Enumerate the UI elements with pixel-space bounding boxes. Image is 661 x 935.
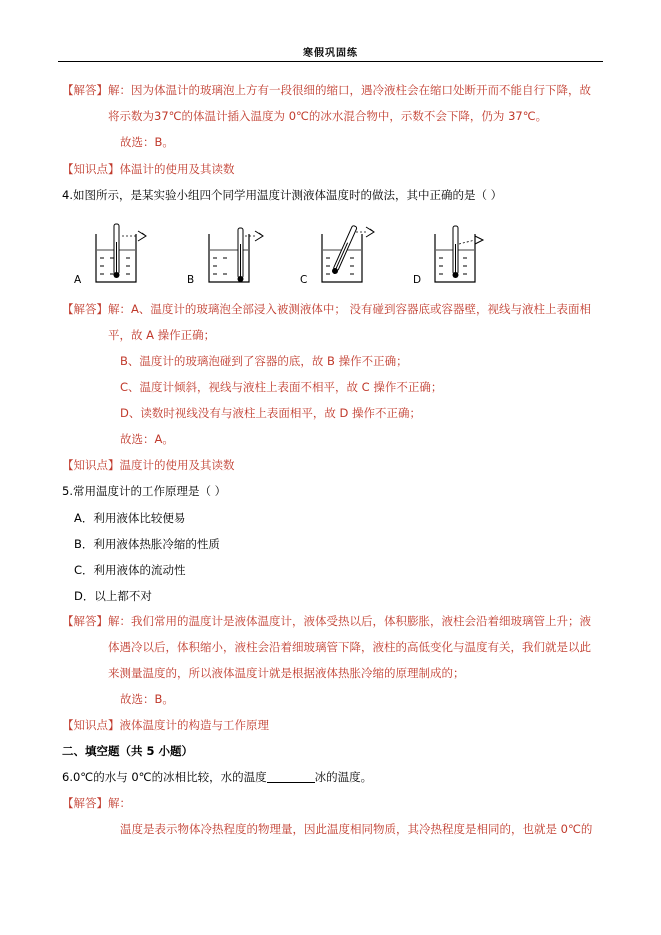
q5-answer-line1: [62, 613, 591, 629]
beaker-thermometer-c-icon: [296, 222, 386, 290]
beaker-thermometer-a-icon: [70, 222, 160, 290]
header-divider: [58, 61, 603, 62]
answer-tag: 【解答】: [62, 614, 108, 628]
q4-stem: 4.如图所示，是某实验小组四个同学用温度计测液体温度时的做法，其中正确的是（ ）: [62, 188, 503, 202]
q4-figures: [70, 222, 500, 290]
answer-blank: [267, 770, 315, 783]
q3-answer-line1: [62, 82, 591, 98]
answer-tag: 【解答】: [62, 302, 108, 316]
figure-a: [70, 222, 160, 290]
q5-option-b: B．利用液体热胀冷缩的性质: [74, 537, 220, 551]
q3-answer-line2: 将示数为37℃的体温计插入温度为 0℃的冰水混合物中，示数不会下降，仍为 37℃。: [108, 109, 548, 123]
figure-label-b: B: [187, 274, 195, 286]
section-title: 二、填空题（共 5 小题）: [62, 744, 194, 758]
figure-label-d: D: [413, 274, 422, 286]
q5-option-a: A．利用液体比较便易: [74, 511, 186, 525]
knowledge-text: 液体温度计的构造与工作原理: [119, 718, 269, 732]
q4-answer-line1: [62, 301, 591, 317]
q6-answer-head: [62, 795, 131, 811]
q4-answer-line2: 平，故 A 操作正确；: [108, 328, 216, 342]
q6-stem-after: 冰的温度。: [314, 770, 373, 784]
knowledge-tag: 【知识点】: [62, 718, 120, 732]
beaker-thermometer-d-icon: [409, 222, 499, 290]
page-header: 寒假巩固练: [303, 48, 358, 59]
q5-answer-line2: 体遇冷以后，体积缩小，液柱会沿着细玻璃管下降，液柱的高低变化与温度有关，我们就是以此: [108, 640, 591, 654]
q6-stem-before: 6.0℃的水与 0℃的冰相比较，水的温度: [62, 770, 267, 784]
answer-tag: 【解答】: [62, 796, 108, 810]
answer-text: 解：因为体温计的玻璃泡上方有一段很细的缩口，遇冷液柱会在缩口处断开而不能自行下降，故: [108, 83, 591, 97]
q6-stem: [62, 769, 372, 785]
figure-d: [409, 222, 499, 290]
knowledge-tag: 【知识点】: [62, 162, 120, 176]
answer-label: 解：: [108, 796, 131, 810]
q3-knowledge: [62, 161, 235, 177]
q4-answer-b: B、温度计的玻璃泡碰到了容器的底，故 B 操作不正确；: [120, 354, 408, 368]
beaker-thermometer-b-icon: [183, 222, 273, 290]
q5-stem: 5.常用温度计的工作原理是（ ）: [62, 484, 227, 498]
q4-answer-c: C、温度计倾斜，视线与液柱上表面不相平，故 C 操作不正确；: [120, 380, 443, 394]
figure-label-c: C: [300, 274, 308, 286]
figure-label-a: A: [74, 274, 82, 286]
q5-answer-line3: 来测量温度的，所以液体温度计就是根据液体热胀冷缩的原理制成的；: [108, 666, 465, 680]
figure-c: [296, 222, 386, 290]
q4-choose: 故选：A。: [120, 432, 174, 446]
q4-knowledge: [62, 457, 235, 473]
knowledge-tag: 【知识点】: [62, 458, 120, 472]
answer-tag: 【解答】: [62, 83, 108, 97]
answer-text: 解：A、温度计的玻璃泡全部浸入被测液体中； 没有碰到容器底或容器壁，视线与液柱上表面相: [108, 302, 592, 316]
q5-option-c: C．利用液体的流动性: [74, 563, 186, 577]
q5-knowledge: [62, 717, 269, 733]
q5-choose: 故选：B。: [120, 692, 174, 706]
q3-choose: 故选：B。: [120, 135, 174, 149]
answer-text: 解：我们常用的温度计是液体温度计，液体受热以后，体积膨胀，液柱会沿着细玻璃管上升；液: [108, 614, 591, 628]
figure-b: [183, 222, 273, 290]
knowledge-text: 体温计的使用及其读数: [119, 162, 235, 176]
q6-answer-line1: 温度是表示物体冷热程度的物理量，因此温度相同物质，其冷热程度是相同的，也就是 0℃的: [120, 822, 593, 836]
knowledge-text: 温度计的使用及其读数: [119, 458, 235, 472]
q5-option-d: D．以上都不对: [74, 589, 152, 603]
q4-answer-d: D、读数时视线没有与液柱上表面相平，故 D 操作不正确；: [120, 406, 422, 420]
